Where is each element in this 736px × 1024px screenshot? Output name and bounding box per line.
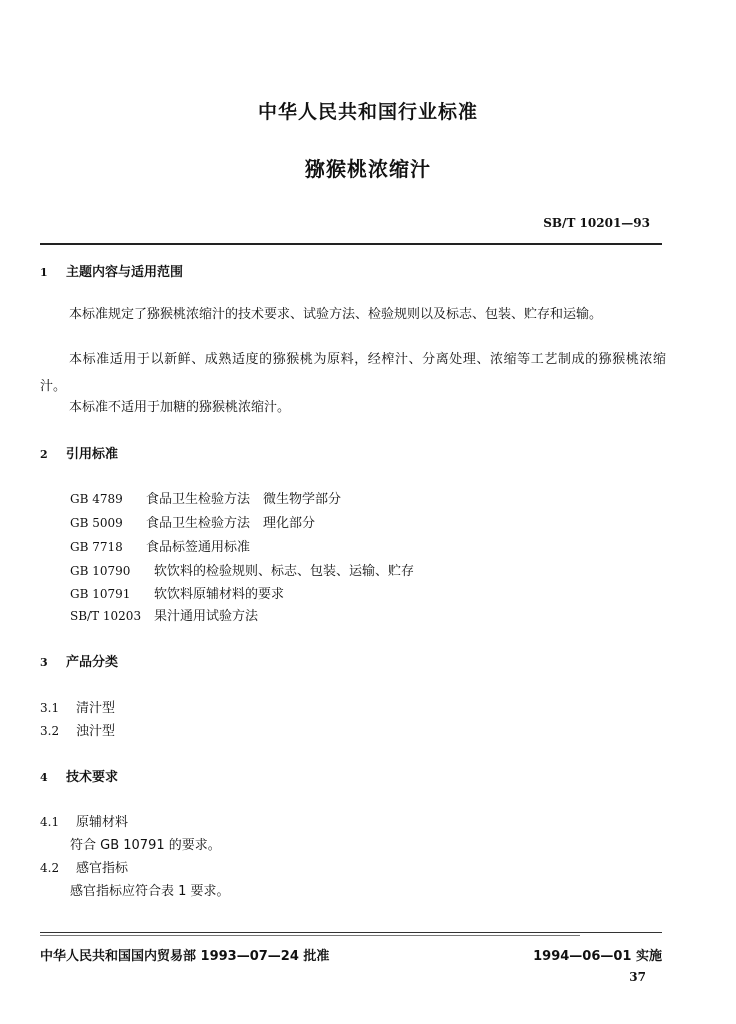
section-1-title: 主题内容与适用范围: [66, 265, 184, 280]
standard-type-heading: 中华人民共和国行业标准: [257, 101, 478, 123]
footer-issuer: 中华人民共和国国内贸易部 1993—07—24 批准: [40, 949, 330, 964]
document-title: 猕猴桃浓缩汁: [305, 157, 431, 181]
section-3-2-number: 3.2: [40, 724, 60, 738]
page-number: 37: [629, 970, 646, 984]
reference-name: 食品卫生检验方法 微生物学部分: [146, 492, 342, 507]
reference-item: [70, 536, 250, 555]
footer-divider-secondary: [40, 935, 580, 936]
reference-name: 软饮料原辅材料的要求: [154, 587, 285, 602]
reference-item: [70, 560, 414, 579]
section-3-2-heading: [40, 720, 115, 739]
section-4-title: 技术要求: [66, 770, 119, 785]
reference-code: GB 10791: [70, 587, 131, 601]
section-4-number: 4: [40, 771, 48, 784]
section-1-paragraph-2: 本标准适用于以新鲜、成熟适度的猕猴桃为原料，经榨汁、分离处理、浓缩等工艺制成的猕猴桃浓缩汁。: [40, 352, 666, 394]
section-4-2-text: 感官指标应符合表 1 要求。: [70, 884, 230, 899]
reference-code: GB 10790: [70, 564, 131, 578]
section-2-heading: [40, 443, 118, 462]
reference-code: GB 4789: [70, 492, 123, 506]
section-3-2-label: 浊汁型: [76, 724, 116, 739]
section-4-1-text: 符合 GB 10791 的要求。: [70, 838, 221, 853]
section-4-2-label: 感官指标: [76, 861, 129, 876]
section-3-number: 3: [40, 656, 48, 669]
reference-item: [70, 583, 284, 602]
reference-item: [70, 512, 315, 531]
section-4-1-number: 4.1: [40, 815, 60, 829]
reference-name: 果汁通用试验方法: [154, 609, 259, 624]
header-divider: [40, 243, 662, 245]
reference-item: [70, 605, 258, 624]
reference-name: 食品标签通用标准: [146, 540, 251, 555]
reference-item: [70, 488, 341, 507]
document-code: SB/T 10201—93: [543, 216, 650, 230]
section-4-1-label: 原辅材料: [76, 815, 129, 830]
section-3-title: 产品分类: [66, 655, 119, 670]
footer-effective-date: 1994—06—01 实施: [533, 949, 662, 964]
section-4-1-heading: [40, 811, 128, 830]
section-1-paragraph-1: 本标准规定了猕猴桃浓缩汁的技术要求、试验方法、检验规则以及标志、包装、贮存和运输。: [69, 307, 603, 322]
reference-name: 软饮料的检验规则、标志、包装、运输、贮存: [154, 564, 415, 579]
section-4-2-number: 4.2: [40, 861, 60, 875]
section-2-number: 2: [40, 448, 48, 461]
section-4-heading: [40, 766, 118, 785]
reference-code: SB/T 10203: [70, 609, 142, 623]
section-3-1-heading: [40, 697, 115, 716]
section-3-1-number: 3.1: [40, 701, 60, 715]
section-3-1-label: 清汁型: [76, 701, 116, 716]
section-1-number: 1: [40, 266, 48, 279]
section-3-heading: [40, 651, 118, 670]
reference-code: GB 5009: [70, 516, 123, 530]
section-1-heading: [40, 261, 183, 280]
section-2-title: 引用标准: [66, 447, 119, 462]
footer-divider: [40, 932, 662, 933]
reference-name: 食品卫生检验方法 理化部分: [146, 516, 316, 531]
section-1-paragraph-3: 本标准不适用于加糖的猕猴桃浓缩汁。: [69, 400, 291, 415]
reference-code: GB 7718: [70, 540, 123, 554]
section-4-2-heading: [40, 857, 128, 876]
